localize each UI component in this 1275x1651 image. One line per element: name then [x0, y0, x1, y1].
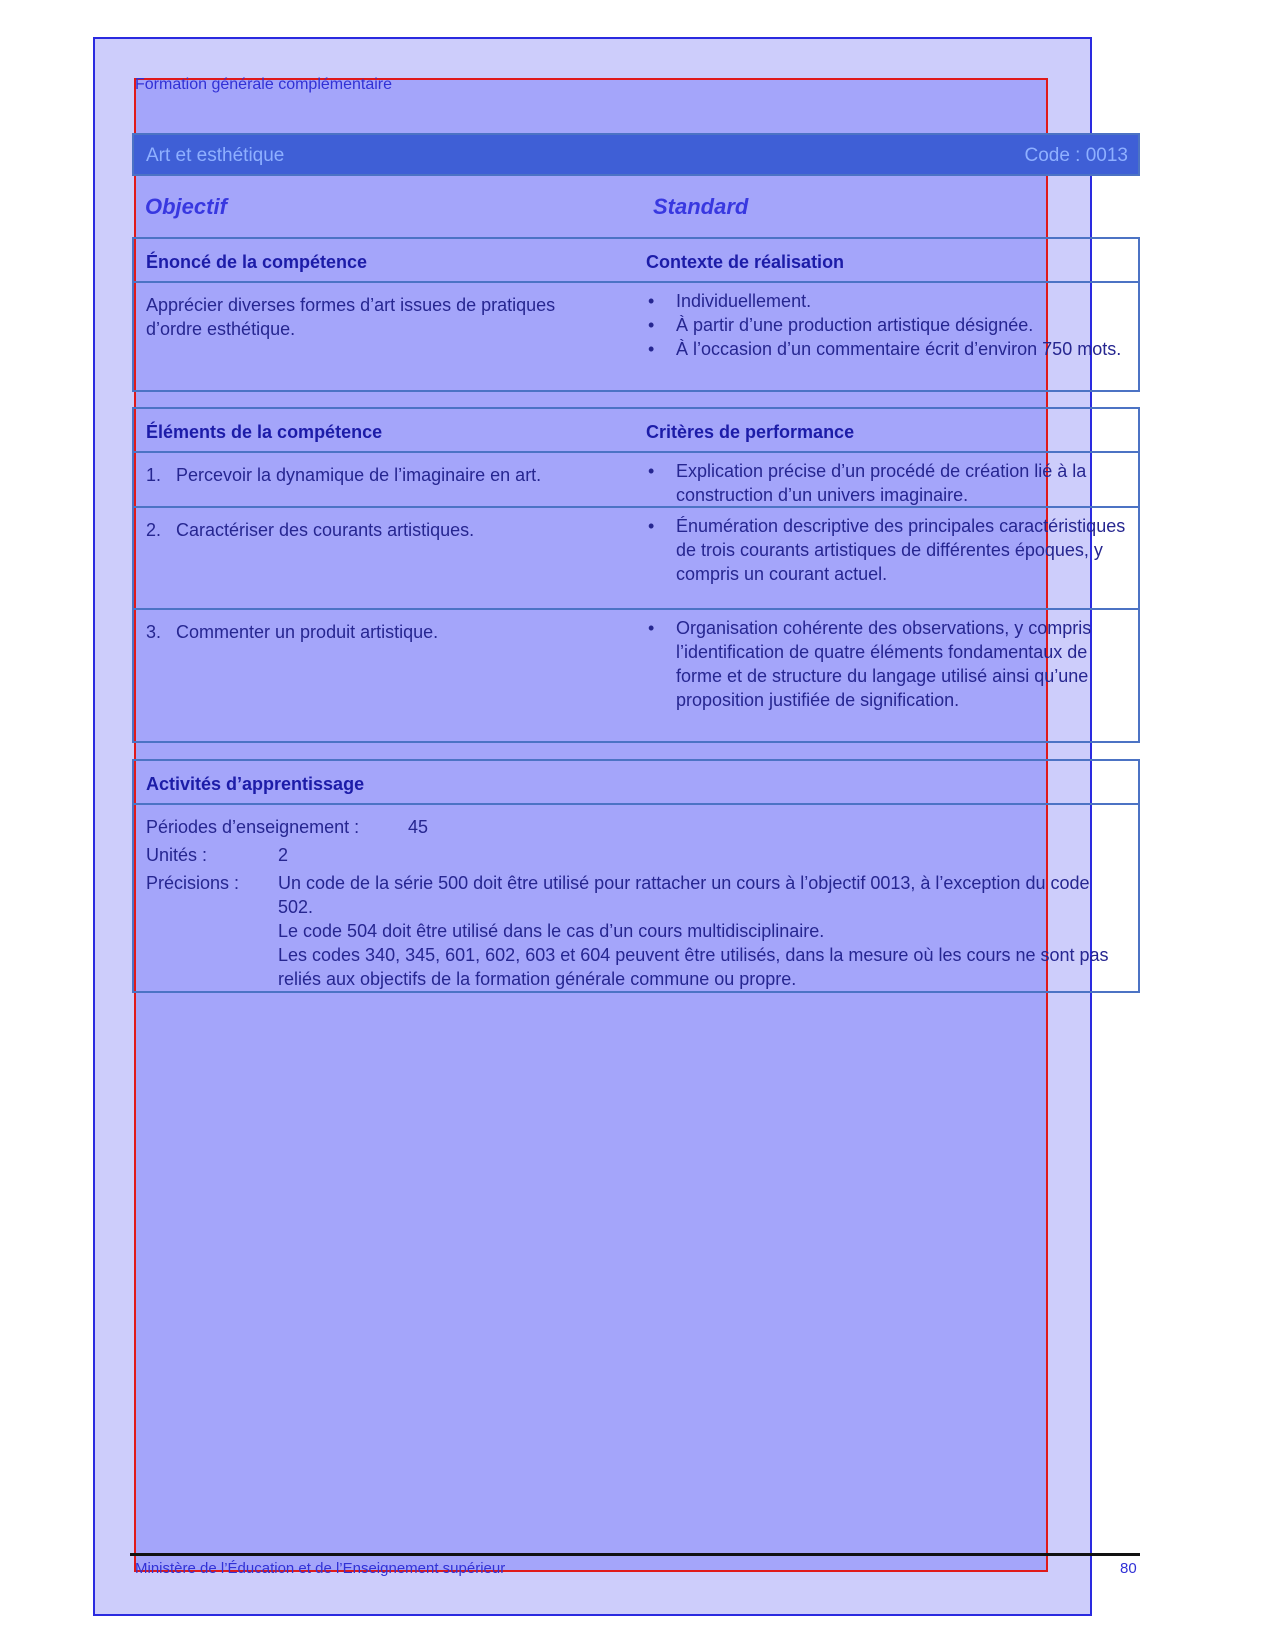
element-cell	[146, 518, 616, 542]
elements-heading: Éléments de la compétence	[146, 422, 383, 442]
list-item: • Individuellement.	[646, 289, 1126, 313]
list-item: • À l’occasion d’un commentaire écrit d’environ 750 mots.	[646, 337, 1126, 361]
element-text: Commenter un produit artistique.	[176, 622, 439, 642]
elements-header-row	[134, 409, 1138, 453]
element-cell	[146, 620, 616, 644]
footer-ministry: Ministère de l’Éducation et de l’Enseignement supérieur	[135, 1560, 506, 1577]
element-number: 2.	[146, 520, 162, 540]
periods-line	[146, 815, 1126, 843]
precisions-block	[146, 871, 1126, 991]
criteria-heading: Critères de performance	[646, 422, 855, 442]
element-cell	[146, 463, 616, 487]
list-item: • Explication précise d’un procédé de création lié à la construction d’un univers imaginaire.	[646, 459, 1126, 507]
context-heading: Contexte de réalisation	[646, 252, 845, 272]
element-text: Caractériser des courants artistiques.	[176, 520, 475, 540]
list-item: • Organisation cohérente des observations, y compris l’identification de quatre éléments fondamentaux de forme et de structure du langage utilisé ainsi qu’une proposition justifiée de signification.	[646, 616, 1126, 712]
running-head: Formation générale complémentaire	[135, 76, 393, 93]
competence-section	[132, 237, 1140, 392]
context-list	[646, 289, 1126, 361]
competence-statement: Apprécier diverses formes d’art issues de pratiques d’ordre esthétique.	[146, 295, 556, 339]
activities-body	[146, 815, 1126, 991]
course-banner	[132, 133, 1140, 176]
table-row	[134, 610, 1138, 738]
list-item: • À partir d’une production artistique désignée.	[646, 313, 1126, 337]
activities-header-row	[134, 761, 1138, 805]
units-value: 2	[278, 845, 289, 865]
course-title: Art et esthétique	[146, 145, 285, 166]
page-number: 80	[1120, 1560, 1137, 1577]
competence-row	[134, 283, 1138, 390]
precision-paragraph: Le code 504 doit être utilisé dans le cas d’un cours multidisciplinaire.	[278, 921, 825, 941]
criteria-cell	[646, 616, 1126, 712]
precisions-label: Précisions :	[146, 873, 240, 893]
criteria-cell	[646, 459, 1126, 507]
element-text: Percevoir la dynamique de l’imaginaire en art.	[176, 465, 542, 485]
table-row	[134, 453, 1138, 508]
footer-rule	[130, 1553, 1140, 1556]
periods-value: 45	[408, 817, 429, 837]
objective-heading: Objectif	[145, 194, 227, 219]
statement-heading: Énoncé de la compétence	[146, 252, 368, 272]
element-number: 1.	[146, 465, 162, 485]
course-code: Code : 0013	[1024, 145, 1128, 166]
precisions-text	[278, 871, 1126, 991]
competence-header-row	[134, 239, 1138, 283]
criteria-cell	[646, 514, 1126, 586]
units-line	[146, 843, 1126, 871]
table-row	[134, 508, 1138, 610]
precision-paragraph: Les codes 340, 345, 601, 602, 603 et 604 peuvent être utilisés, dans la mesure où les cours ne sont pas reliés aux objectifs de la formation générale commune ou propre.	[278, 945, 1109, 989]
precision-paragraph: Un code de la série 500 doit être utilisé pour rattacher un cours à l’objectif 0013, à l’exception du code 502.	[278, 873, 1090, 917]
objective-standard-heads	[145, 194, 1140, 224]
activities-section	[132, 759, 1140, 993]
activities-heading: Activités d’apprentissage	[146, 774, 365, 794]
context-list-wrap	[646, 289, 1126, 361]
elements-section	[132, 407, 1140, 743]
list-item: • Énumération descriptive des principales caractéristiques de trois courants artistiques de différentes époques, y compris un courant actuel.	[646, 514, 1126, 586]
periods-label: Périodes d’enseignement :	[146, 817, 360, 837]
element-number: 3.	[146, 622, 162, 642]
standard-heading: Standard	[653, 194, 749, 219]
units-label: Unités :	[146, 845, 208, 865]
